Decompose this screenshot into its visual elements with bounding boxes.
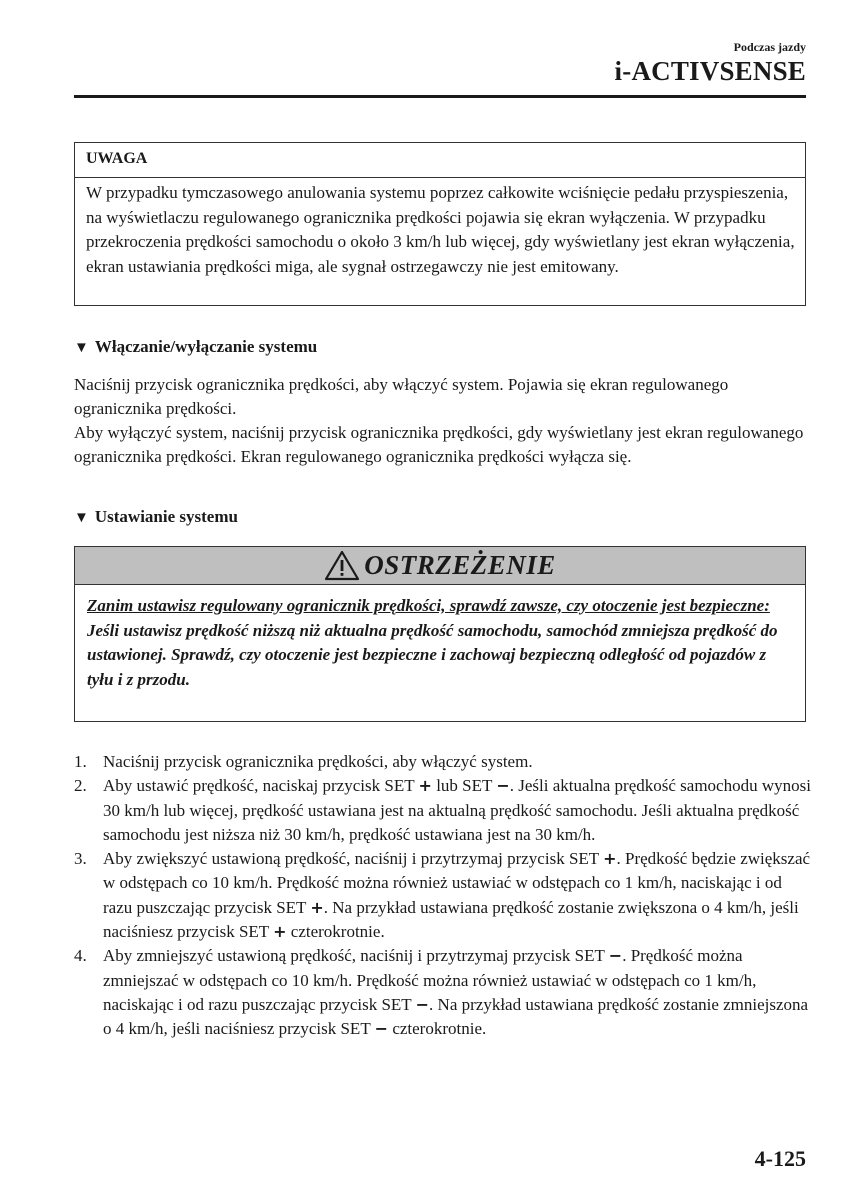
- list-item-text: Aby ustawić prędkość, naciskaj przycisk SET: [103, 776, 419, 796]
- section-heading-setting: [74, 507, 238, 527]
- list-item: [74, 944, 814, 1041]
- paragraph-turn-off: Aby wyłączyć system, naciśnij przycisk ogranicznika prędkości, gdy wyświetlany jest ekran regulowanego ogranicznika prędkości. Ekran regulowanego ogranicznika prędkości wyłącza się.: [74, 423, 804, 466]
- list-item-text: Naciśnij przycisk ogranicznika prędkości, aby włączyć system.: [103, 752, 533, 771]
- list-item-text: . Na przykład ustawiana prędkość zostanie zwiększona o 4 km/h, jeśli naciśniesz przycisk SET: [103, 897, 799, 942]
- list-item-text: czterokrotnie.: [286, 922, 385, 942]
- running-header-title: i-ACTIVSENSE: [614, 56, 806, 86]
- list-item: [74, 774, 814, 847]
- section-heading-onoff-text: Włączanie/wyłączanie systemu: [94, 337, 318, 356]
- list-item-text: Aby zwiększyć ustawioną prędkość, naciśnij i przytrzymaj przycisk SET: [103, 849, 604, 869]
- warning-body: [75, 585, 805, 692]
- warning-box: [74, 546, 806, 722]
- list-item-text: . Na przykład ustawiana prędkość zostanie zmniejszona o 4 km/h, jeśli naciśniesz przycisk SET: [103, 994, 809, 1039]
- list-item-number: 2.: [74, 776, 87, 796]
- list-item-number: 3.: [74, 849, 87, 869]
- paragraph-turn-on: Naciśnij przycisk ogranicznika prędkości, aby włączyć system. Pojawia się ekran regulowanego ogranicznika prędkości.: [74, 375, 729, 418]
- triangle-bullet-icon: ▼: [74, 510, 89, 526]
- list-item: [74, 847, 814, 944]
- section-heading-setting-text: Ustawianie systemu: [94, 507, 238, 526]
- list-item-text: czterokrotnie.: [388, 1019, 487, 1039]
- minus-icon: −: [496, 776, 510, 796]
- list-item-number: 4.: [74, 946, 87, 966]
- warning-triangle-icon: [324, 550, 360, 581]
- minus-icon: −: [608, 946, 623, 966]
- note-heading: UWAGA: [75, 143, 805, 178]
- note-box: [74, 142, 806, 306]
- page-number: 4-125: [754, 1146, 806, 1171]
- list-item-text: lub SET: [431, 776, 497, 796]
- warning-text: Jeśli ustawisz prędkość niższą niż aktualna prędkość samochodu, samochód zmniejsza prędkość do ustawionej. Sprawdź, czy otoczenie jest bezpieczne i zachowaj bezpieczną odległość od pojazdów z tyłu i z przodu.: [87, 620, 778, 689]
- steps-list: [74, 750, 814, 1042]
- note-text: W przypadku tymczasowego anulowania systemu poprzez całkowite wciśnięcie pedału przyspieszenia, na wyświetlaczu regulowanego ogranicznika prędkości pojawia się ekran wyłączenia. W przypadku przekroczenia prędkości samochodu o około 3 km/h lub więcej, gdy wyświetlany jest ekran wyłączenia, ekran ustawiania prędkości miga, ale sygnał ostrzegawczy nie jest emitowany.: [86, 183, 795, 276]
- plus-icon: +: [273, 922, 287, 942]
- warning-header: [75, 547, 805, 585]
- list-item: [74, 750, 814, 774]
- triangle-bullet-icon: ▼: [74, 340, 89, 356]
- warning-title: OSTRZEŻENIE: [364, 550, 556, 580]
- section-heading-onoff: [74, 337, 317, 357]
- list-item-text: . Prędkość można zmniejszać w odstępach co 10 km/h. Prędkość można również ustawiać w odstępach co 1 km/h, naciskając i od razu puszczając przycisk SET: [103, 946, 757, 1014]
- list-item-text: . Prędkość będzie zwiększać w odstępach co 10 km/h. Prędkość można również ustawiać w odstępach co 1 km/h, naciskając i od razu puszczając przycisk SET: [103, 849, 811, 917]
- running-header-section: Podczas jazdy: [733, 40, 806, 54]
- plus-icon: +: [310, 897, 324, 917]
- list-item-text: . Jeśli aktualna prędkość samochodu wynosi 30 km/h lub więcej, prędkość ustawiana jest na aktualną prędkość samochodu. Jeśli aktualna prędkość samochodu jest niższa niż 30 km/h, prędkość ustawiana jest na 30 km/h.: [103, 776, 811, 844]
- minus-icon: −: [415, 994, 430, 1014]
- minus-icon: −: [374, 1019, 389, 1039]
- list-item-text: Aby zmniejszyć ustawioną prędkość, naciśnij i przytrzymaj przycisk SET: [103, 946, 609, 966]
- list-item-number: 1.: [74, 752, 87, 771]
- header-rule: [74, 95, 806, 98]
- warning-underlined-text: Zanim ustawisz regulowany ogranicznik prędkości, sprawdź zawsze, czy otoczenie jest bezpieczne:: [87, 596, 770, 615]
- plus-icon: +: [418, 776, 432, 796]
- plus-icon: +: [603, 849, 617, 869]
